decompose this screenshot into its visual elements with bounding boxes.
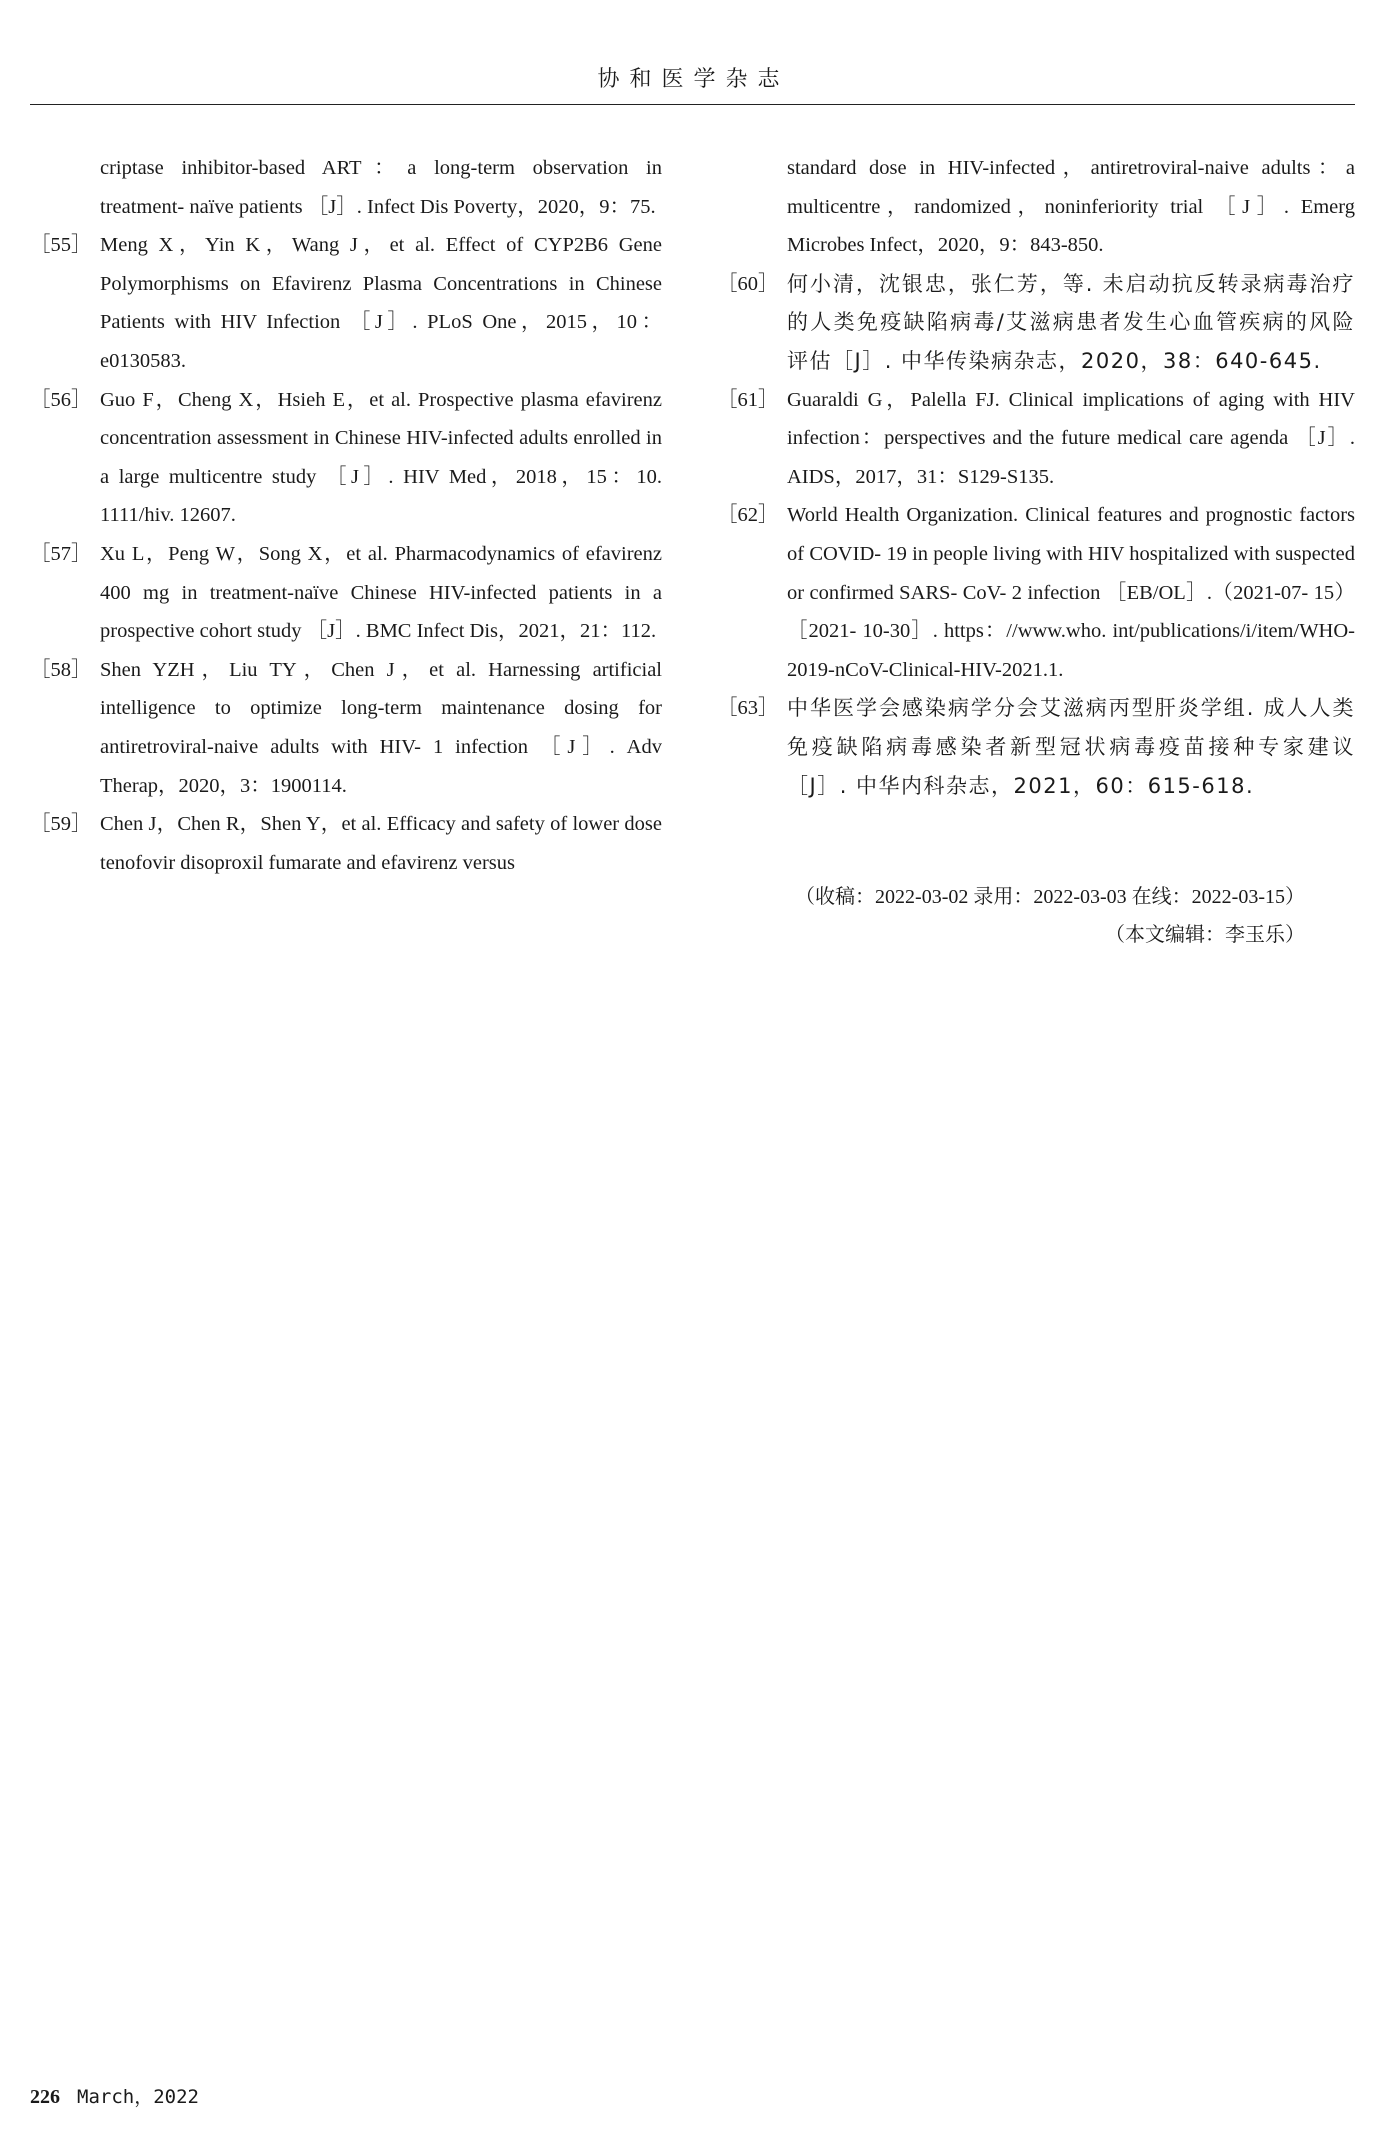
reference-text: Chen J，Chen R，Shen Y，et al. Efficacy and safety of lower dose tenofovir disoproxil fumarate and efavirenz versus — [100, 813, 662, 874]
reference-entry — [717, 496, 1355, 689]
article-editor: （本文编辑：李玉乐） — [1105, 924, 1305, 946]
reference-number: ［58］ — [30, 658, 92, 681]
reference-text: World Health Organization. Clinical features and prognostic factors of COVID- 19 in people living with HIV hospitalized with suspected or confirmed SARS- CoV- 2 infection ［EB/OL］.（2021-07- 15）［2021- 10-30］. https：//www.who. int/publications/i/item/WHO-2019-nCoV-Clinical-HIV-2021.1. — [787, 504, 1355, 681]
reference-text: Meng X，Yin K，Wang J，et al. Effect of CYP2B6 Gene Polymorphisms on Efavirenz Plasma Concentrations in Chinese Patients with HIV Infection ［J］. PLoS One，2015，10：e0130583. — [100, 234, 662, 372]
reference-number: ［61］ — [717, 388, 779, 411]
reference-entry — [717, 689, 1355, 805]
reference-entry — [30, 226, 662, 380]
reference-number: ［59］ — [30, 813, 92, 836]
reference-column-left — [30, 149, 662, 882]
page-footer — [30, 2082, 199, 2109]
reference-text: Guaraldi G，Palella FJ. Clinical implications of aging with HIV infection：perspectives and the future medical care agenda ［J］. AIDS，2017，31：S129-S135. — [787, 388, 1355, 488]
issue-date: March，2022 — [77, 2086, 199, 2108]
reference-number: ［60］ — [717, 272, 779, 295]
reference-text: Guo F，Cheng X，Hsieh E，et al. Prospective plasma efavirenz concentration assessment in Chinese HIV-infected adults enrolled in a large multicentre study ［J］. HIV Med，2018，15：10. 1111/hiv. 12607. — [100, 388, 662, 527]
reference-number: ［63］ — [717, 697, 779, 720]
reference-entry — [30, 805, 662, 882]
reference-text: Shen YZH，Liu TY，Chen J，et al. Harnessing artificial intelligence to optimize long-term maintenance dosing for antiretroviral-naive adults with HIV- 1 infection ［J］. Adv Therap，2020，3：1900114. — [100, 658, 662, 797]
journal-title: 协和医学杂志 — [597, 67, 790, 92]
reference-text: criptase inhibitor-based ART：a long-term observation in treatment- naïve patients ［J］. Infect Dis Poverty，2020，9：75. — [100, 157, 662, 218]
reference-entry — [717, 149, 1355, 265]
reference-text: standard dose in HIV-infected，antiretroviral-naive adults：a multicentre，randomized，noninferiority trial ［J］. Emerg Microbes Infect，2020，9：843-850. — [787, 157, 1355, 257]
reference-number: ［62］ — [717, 504, 779, 527]
manuscript-dates: （收稿：2022-03-02 录用：2022-03-03 在线：2022-03-15） — [795, 886, 1305, 908]
header-divider — [30, 104, 1355, 105]
reference-entry — [30, 149, 662, 226]
reference-entry — [717, 381, 1355, 497]
page-number: 226 — [30, 2086, 60, 2108]
reference-entry — [717, 265, 1355, 381]
reference-entry — [30, 651, 662, 805]
reference-text: Xu L，Peng W，Song X，et al. Pharmacodynamics of efavirenz 400 mg in treatment-naïve Chinese HIV-infected patients in a prospective cohort study ［J］. BMC Infect Dis，2021，21：112. — [100, 542, 662, 643]
reference-entry — [30, 381, 662, 535]
reference-text: 何小清，沈银忠，张仁芳，等. 未启动抗反转录病毒治疗的人类免疫缺陷病毒/艾滋病患者发生心血管疾病的风险评估［J］. 中华传染病杂志，2020，38：640-645. — [787, 271, 1355, 373]
reference-number: ［56］ — [30, 388, 92, 411]
reference-entry — [30, 535, 662, 651]
reference-text: 中华医学会感染病学分会艾滋病丙型肝炎学组. 成人人类免疫缺陷病毒感染者新型冠状病毒疫苗接种专家建议［J］. 中华内科杂志，2021，60：615-618. — [787, 696, 1355, 798]
reference-column-right — [717, 149, 1355, 805]
reference-number: ［55］ — [30, 234, 92, 257]
reference-number: ［57］ — [30, 542, 92, 565]
